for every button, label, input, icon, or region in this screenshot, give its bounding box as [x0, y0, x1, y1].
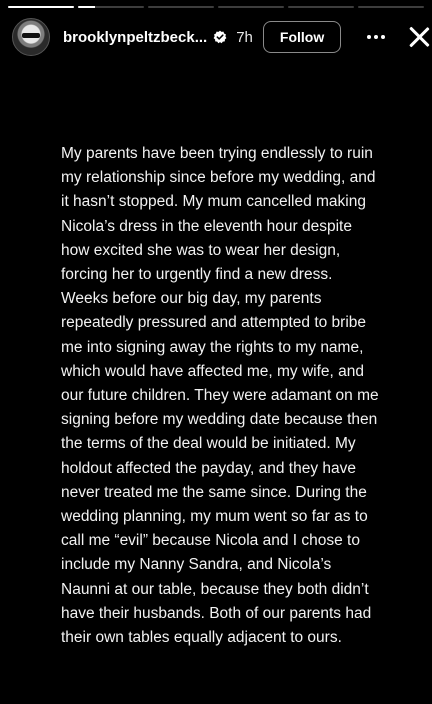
progress-segment — [8, 6, 74, 8]
follow-button[interactable]: Follow — [263, 21, 341, 53]
close-icon[interactable] — [407, 25, 418, 49]
verified-badge-icon — [213, 30, 227, 44]
progress-segment — [78, 6, 144, 8]
progress-segment — [288, 6, 354, 8]
progress-segment — [148, 6, 214, 8]
story-header — [12, 17, 418, 57]
progress-segment — [218, 6, 284, 8]
progress-segment — [358, 6, 424, 8]
more-dots-icon[interactable] — [367, 35, 385, 39]
username[interactable]: brooklynpeltzbeck... — [63, 28, 208, 46]
story-text: My parents have been trying endlessly to ruin my relationship since before my wedding, and it hasn’t stopped. My mum cancelled making Nicola’s dress in the eleventh hour despite how excited she was to wear her design, forcing her to urgently find a new dress. Weeks before our big day, my parents repeatedly pressured and attempted to bribe me into signing away the rights to my name, which would have affected me, my wife, and our future children. They were adamant on me signing before my wedding date because then the terms of the deal would be initiated. My holdout affected the payday, and they have never treated me the same since. During the wedding planning, my mum went so far as to call me “evil” because Nicola and I chose to include my Nanny Sandra, and Nicola’s Naunni at our table, because they both didn’t have their husbands. Both of our parents had their own tables equally adjacent to ours. — [61, 145, 379, 647]
avatar[interactable] — [12, 18, 50, 56]
story-progress-bar — [8, 6, 424, 8]
post-time: 7h — [236, 28, 253, 46]
